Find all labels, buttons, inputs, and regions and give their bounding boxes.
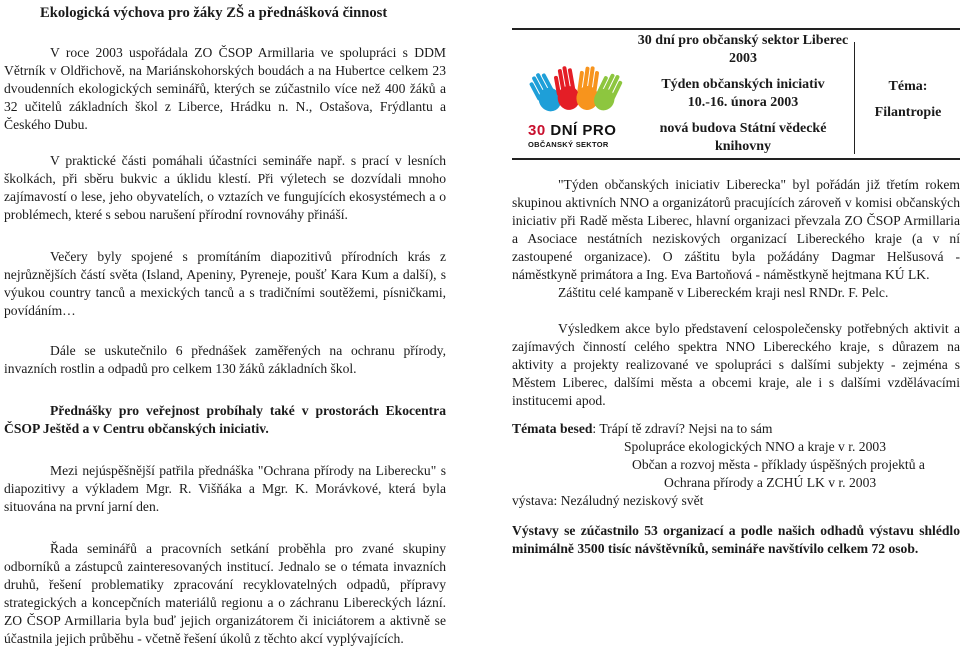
paragraph-workshops: Řada seminářů a pracovních setkání proběhla pro zvané skupiny odborníků a zástupců zainteresovaných institucí. Jednalo se o témata invazních druhů, řešení problematiky zpracování recyklovatelných odpadů, přípravy strategických a koncepčních materiálů regionu a o záchranu Libereckých lázní. ZO ČSOP Armillaria byla buď jejich organizátorem či iniciátorem a aktivně se účastnila jejich průběhu - včetně řešení úkolů z těchto akcí vyplývajících. xyxy=(4,541,446,646)
topic-item: Občan a rozvoj města - příklady úspěšných projektů a xyxy=(632,457,925,472)
paragraph-best-lecture: Mezi nejúspěšnější patřila přednáška "Ochrana přírody na Liberecku" s diapozitivy a výkladem Mgr. R. Višňáka a Mgr. K. Morávkové, která byla situována na první jarní den. xyxy=(4,463,446,514)
event-header xyxy=(512,28,960,160)
paragraph-patronage: Záštitu celé kampaně v Libereckém kraji nesl RNDr. F. Pelc. xyxy=(558,285,889,300)
theme-value: Filantropie xyxy=(874,105,942,120)
paragraph-week-intro: "Týden občanských iniciativ Liberecka" byl pořádán již třetím rokem skupinou aktivních NNO a organizátorů pracujících zároveň v komisi občanských iniciativ při Radě města Liberec, hlavní organizaci převzala ZO ČSOP Armillaria a Asociace nestátních neziskových organizací Libereckého kraje (a v ní zastoupené organizace). O záštitu byla požádány Dagmar Helšusová - náměstkyně primátora a Ing. Eva Bartoňová - náměstkyně hejtmana KÚ LK. xyxy=(512,177,960,282)
logo-subtitle: OBČANSKÝ SEKTOR xyxy=(528,140,609,149)
event-week: Týden občanských iniciativ xyxy=(661,77,825,92)
paragraph-exhibition-summary: Výstavy se zúčastnilo 53 organizací a podle našich odhadů výstavu shlédlo minimálně 3500 tisíc návštěvníků, semináře navštívilo celkem 72 osob. xyxy=(512,523,960,556)
paragraph-seminars: V roce 2003 uspořádala ZO ČSOP Armillaria ve spolupráci s DDM Větrník v Oldřichově, na Mariánskohorských boudách a na Hubertce celkem 23 dvoudenních ekologických seminářů, kterých se zúčastnilo více než 400 žáků a 32 učitelů základních škol z Liberce, Hrádku n. N., Ostašova, Frýdlantu a Českého Dubu. xyxy=(4,45,446,132)
paragraph-public-lectures: Přednášky pro veřejnost probíhaly také v prostorách Ekocentra ČSOP Ještěd a v Centru občanských iniciativ. xyxy=(4,403,446,436)
paragraph-lectures: Dále se uskutečnilo 6 přednášek zaměřených na ochranu přírody, invazních rostlin a odpadů pro celkem 130 žáků základních škol. xyxy=(4,343,446,376)
section-title: Ekologická výchova pro žáky ZŠ a přednášková činnost xyxy=(40,5,388,21)
logo-number: 30 xyxy=(528,122,546,139)
topic-item: Ochrana přírody a ZCHÚ LK v r. 2003 xyxy=(664,475,877,490)
paragraph-results: Výsledkem akce bylo představení celospolečensky potřebných aktivit a zajímavých činností celého spektra NNO Libereckého kraje, s důrazem na aktivity a projekty realizované ve spolupráci s dalšími subjekty - zejména s Městem Liberec, dalšími města a obcemi kraje, ale i s dalšími vzdělávacími institucemi apod. xyxy=(512,321,960,408)
right-column xyxy=(512,0,960,558)
event-dates: 10.-16. února 2003 xyxy=(687,95,799,110)
topic-item: Spolupráce ekologických NNO a kraje v r. 2003 xyxy=(624,439,886,454)
exhibition-line: výstava: Nezáludný neziskový svět xyxy=(512,493,704,508)
header-divider xyxy=(854,42,855,154)
event-venue: nová budova Státní vědecké knihovny xyxy=(659,121,827,154)
hands-icon xyxy=(526,56,626,118)
paragraph-evenings: Večery byly spojené s promítáním diapozitivů přírodních krás z nejrůznějších částí světa (Island, Apeniny, Pyreneje, poušť Kara Kum a další), s výukou country tanců a mexických tanců a s tradičními soutěžemi, písničkami, povídáním… xyxy=(4,249,446,318)
topics-label: Témata besed xyxy=(512,421,593,436)
paragraph-practical: V praktické části pomáhali účastníci semináře např. s prací v lesních školkách, při sběru bukvic a úklidu klestí. Při výletech se dozvídali mnoho zajímavostí o lese, jeho obyvatelích, o vztazích ve fungujících ekosystémech a o problémech, které s sebou narušení přírodní rovnováhy přináší. xyxy=(4,153,446,222)
event-title: 30 dní pro občanský sektor Liberec 2003 xyxy=(637,33,849,66)
logo-text xyxy=(528,122,628,149)
left-column xyxy=(0,0,446,648)
header-bottom-rule xyxy=(512,158,960,160)
header-top-rule xyxy=(512,28,960,30)
discussion-topics xyxy=(512,420,960,510)
logo-30-dni xyxy=(520,56,632,156)
logo-word: DNÍ PRO xyxy=(550,122,617,139)
topic-item: : Trápí tě zdraví? Nejsi na to sám xyxy=(592,421,773,436)
theme-label: Téma: xyxy=(888,79,928,94)
